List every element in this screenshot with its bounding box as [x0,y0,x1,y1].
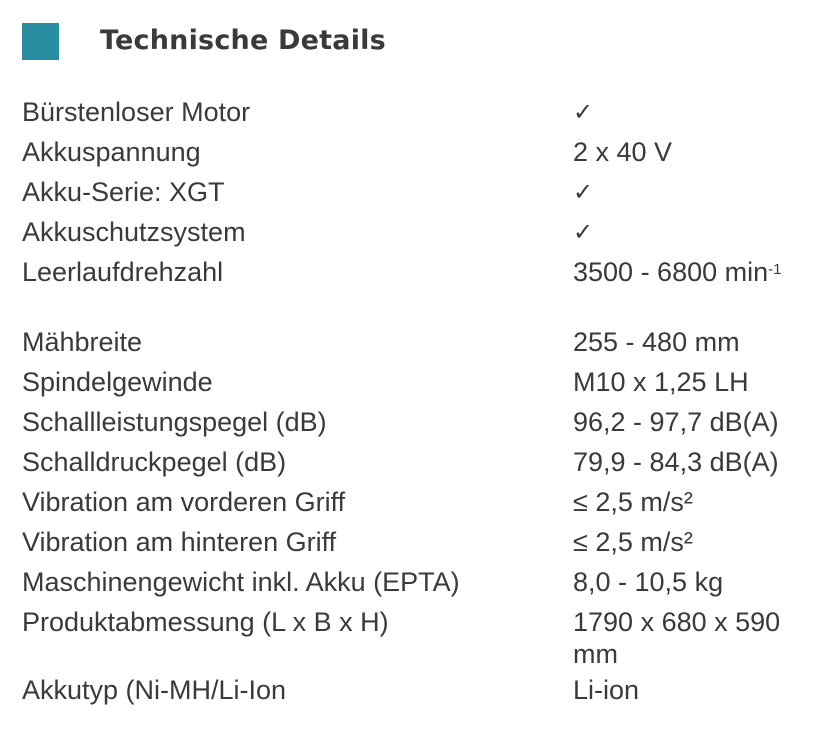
accent-square [22,23,59,60]
spec-value: 1790 x 680 x 590 mm [573,607,781,669]
spec-label: Vibration am vorderen Griff [22,487,346,517]
section-title: Technische Details [100,25,386,56]
spec-row-vibration-rear [22,522,822,562]
spec-label: Produktabmessung (L x B x H) [22,607,389,637]
spec-value: 255 - 480 mm [573,327,740,357]
spec-label: Akku-Serie: XGT [22,177,225,207]
spec-value: ≤ 2,5 m/s² [573,527,693,557]
spec-value: 2 x 40 V [573,137,673,167]
check-icon: ✓ [573,218,594,246]
spec-value-container [573,252,822,292]
spec-label: Akkuschutzsystem [22,217,246,247]
section-header [22,22,386,60]
spec-table [22,92,822,710]
spec-label: Mähbreite [22,327,143,357]
spec-row-weight [22,562,822,602]
spec-value: Li-ion [573,675,640,705]
spec-label: Akkuspannung [22,137,201,167]
spec-label: Maschinengewicht inkl. Akku (EPTA) [22,567,460,597]
spec-row-motor [22,92,822,132]
spec-value: 79,9 - 84,3 dB(A) [573,447,779,477]
spec-row-battery-protection [22,212,822,252]
spec-label: Schallleistungspegel (dB) [22,407,327,437]
spec-row-sound-pressure [22,442,822,482]
spec-row-vibration-front [22,482,822,522]
spec-row-sound-power [22,402,822,442]
spec-row-battery-series [22,172,822,212]
spec-row-idle-speed [22,252,822,292]
spec-label: Schalldruckpegel (dB) [22,447,287,477]
check-icon: ✓ [573,98,594,126]
spec-value: M10 x 1,25 LH [573,367,749,397]
spec-group-basic [22,92,822,292]
spec-row-battery-type [22,670,822,710]
spec-label: Bürstenloser Motor [22,97,251,127]
spec-label: Akkutyp (Ni-MH/Li-Ion [22,675,287,705]
check-icon: ✓ [573,178,594,206]
spec-value: ≤ 2,5 m/s² [573,487,693,517]
spec-value: 96,2 - 97,7 dB(A) [573,407,779,437]
spec-value-superscript: -1 [768,261,782,278]
spec-label: Spindelgewinde [22,367,213,397]
spec-row-cutting-width [22,322,822,362]
spec-row-dimensions [22,602,822,670]
spec-label: Leerlaufdrehzahl [22,257,224,287]
spec-row-voltage [22,132,822,172]
spec-row-spindle-thread [22,362,822,402]
spec-value: 3500 - 6800 min [573,257,769,287]
spec-value: 8,0 - 10,5 kg [573,567,724,597]
spec-label: Vibration am hinteren Griff [22,527,337,557]
spec-group-details [22,322,822,710]
